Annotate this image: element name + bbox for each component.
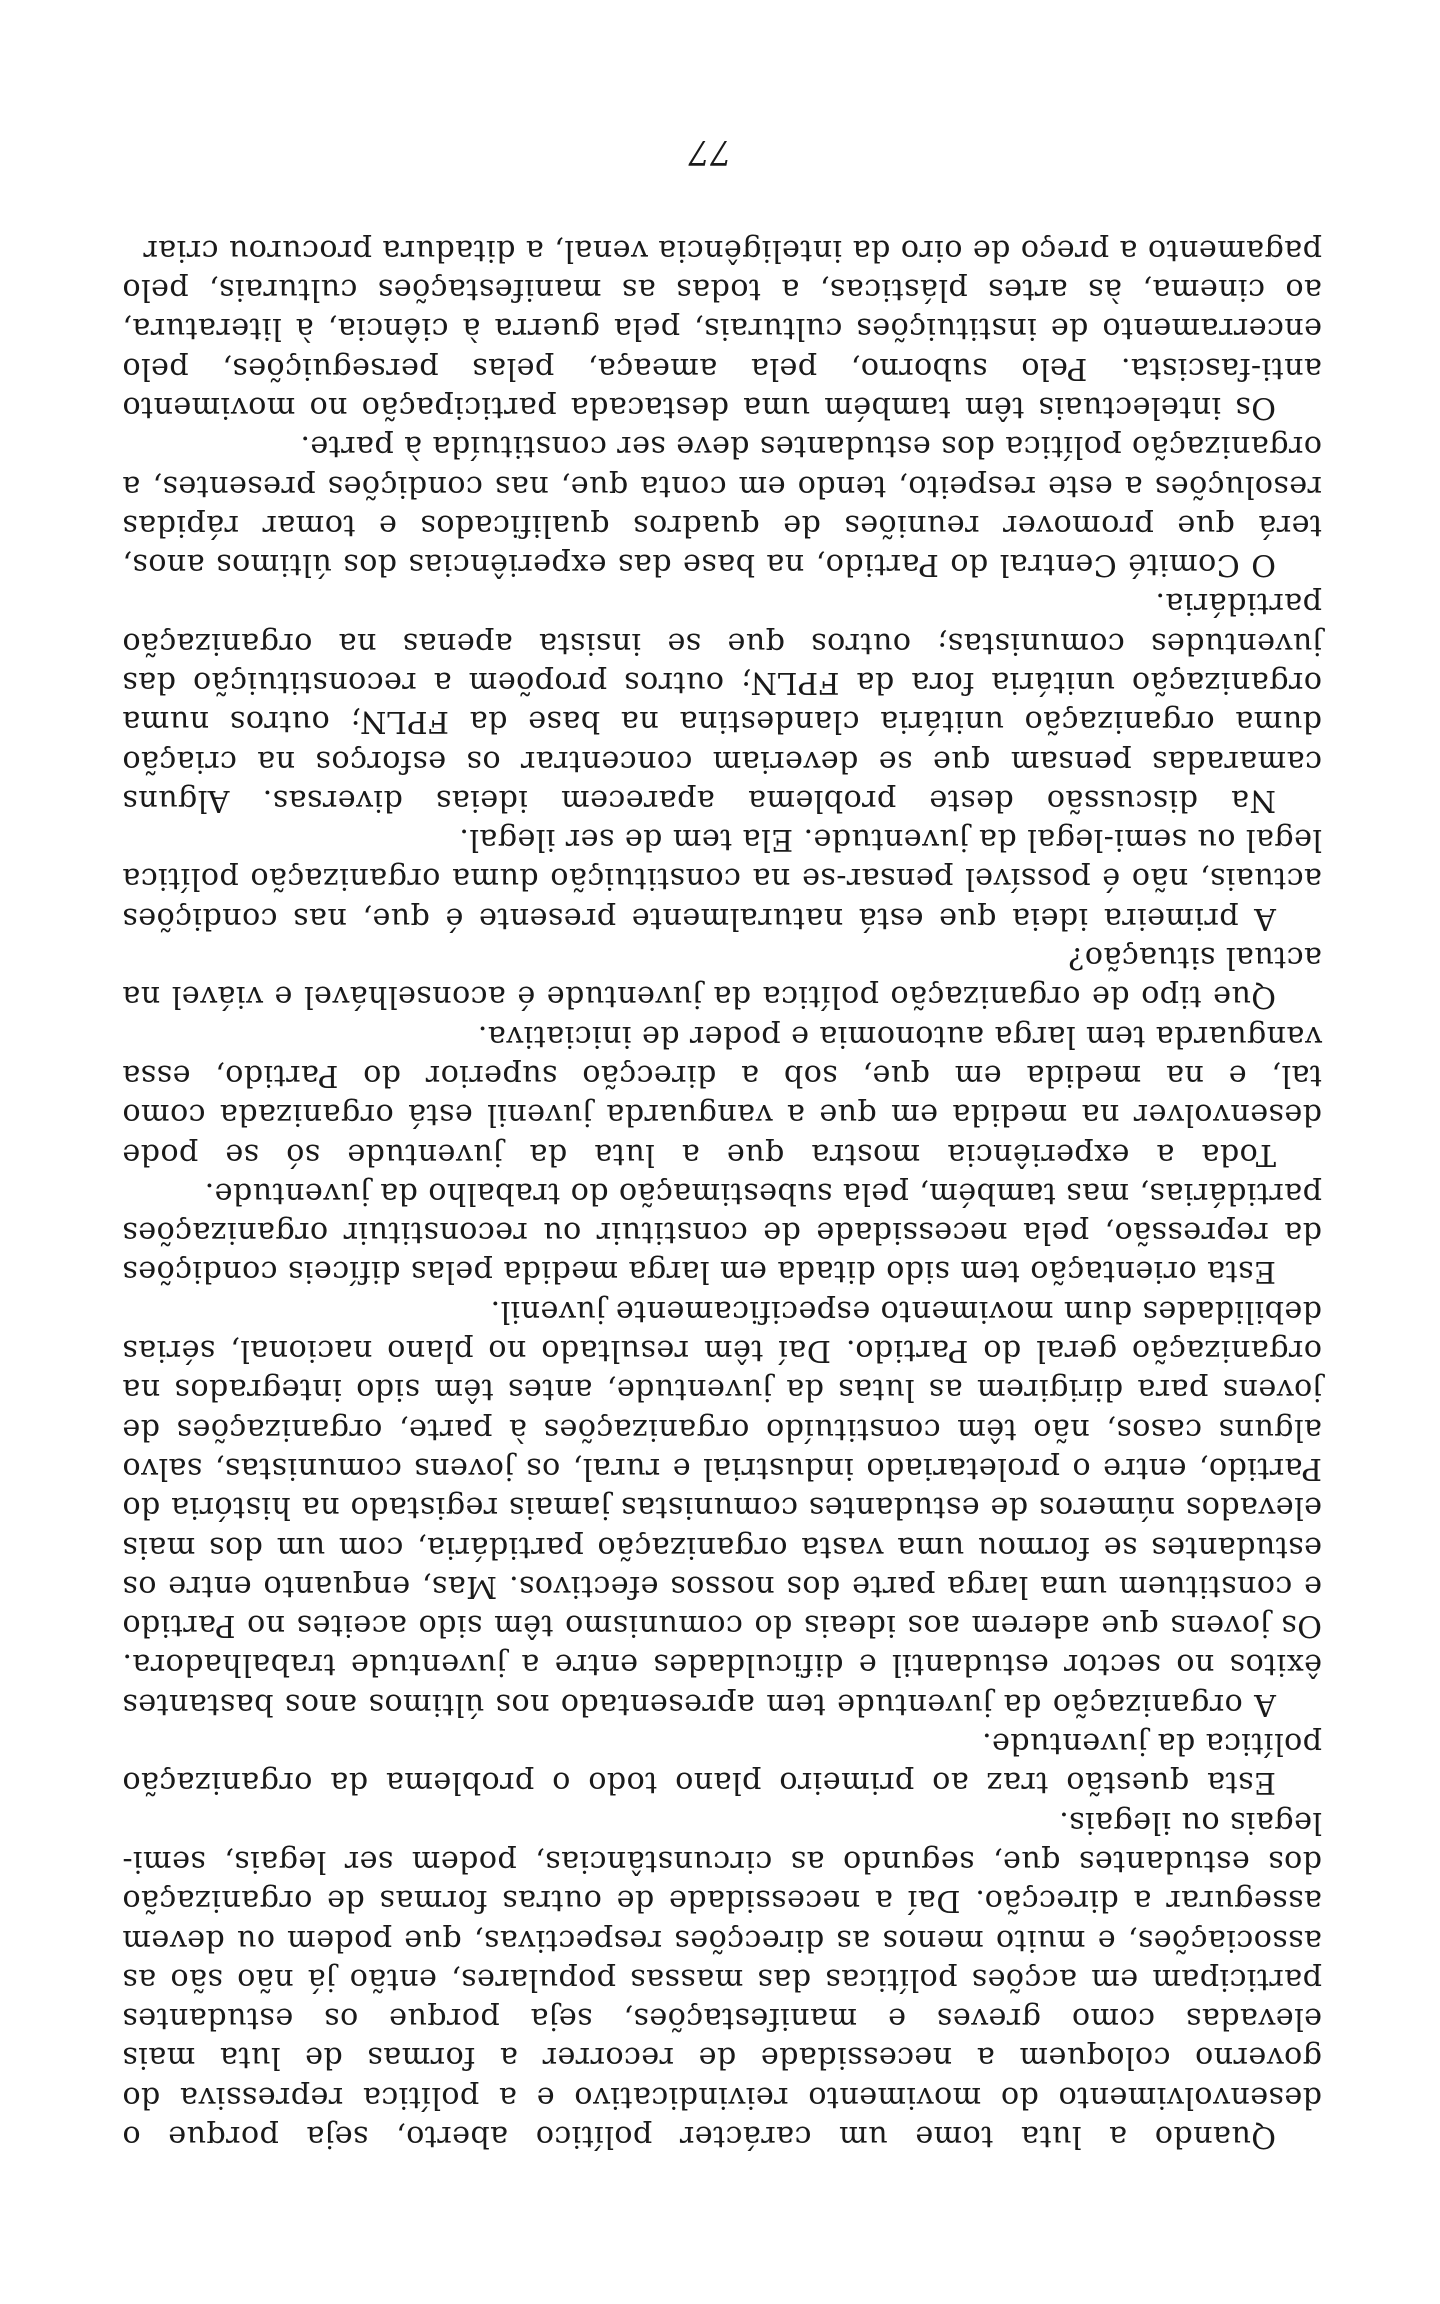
- paragraph-experience: Toda a experiência mostra que a luta da juventude só se pode desenvolver na medida em que a vanguarda juvenil está organizada como tal, e na medida em que, sob a direcção superior do Partido, essa vanguarda tem larga autonomia e poder de iniciativa.: [122, 1018, 1322, 1172]
- body-text: [122, 230, 1322, 2156]
- page-number: 77: [688, 132, 732, 172]
- paragraph-intellectuals: Os intelectuais têm também uma destacada participação no movimento anti-fascista. Pelo suborno, pela ameaça, pelas perseguições, pelo encerramento de instituições culturais, pela guerra à ciência, à literatura, ao cinema, às artes plásticas, a todas as manifestações culturais, pelo pagamento a preço de oiro da inteligência venal, a ditadura procurou criar: [122, 232, 1322, 425]
- paragraph-question-type: Que tipo de organização política da juventude é aconselhável e viável na actual situação?: [122, 940, 1322, 1015]
- paragraph-orientation: Esta orientação tem sido ditada em larga medida pelas difíceis condições da repressão, pela necessidade de constituir ou reconstituir organizações partidárias, mas também, pela subestimação do trabalho da juventude.: [122, 1175, 1322, 1290]
- paragraph-youth-organization: A organização da juventude tem apresentado nos últimos anos bastantes êxitos no sector estudantil e dificuldades entre a juventude trabalhadora. Os jovens que aderem aos ideais do comunismo têm sido aceites no Partido e constituem uma larga parte dos nossos efectivos. Mas, enquanto entre os estudantes se formou uma vasta organização partidária, com um dos mais elevados números de estudantes comunistas jamais registado na história do Partido, entre o proletariado industrial e rural, os jovens comunistas, salvo alguns casos, não têm constituído organizações à parte, organizações de jovens para dirigirem as lutas da juventude, antes têm sido integrados na organização geral do Partido. Daí têm resultado no plano nacional, sérias debilidades dum movimento especificamente juvenil.: [122, 1293, 1322, 1722]
- paragraph-central-committee: O Comité Central do Partido, na base das experiências dos últimos anos, terá que promover reuniões de quadros qualificados e tomar rápidas resoluções a este respeito, tendo em conta que, nas condições presentes, a organização política dos estudantes deve ser constituída à parte.: [122, 429, 1322, 583]
- paragraph-discussion: Na discussão deste problema aparecem ideias diversas. Alguns camaradas pensam que se deveriam concentrar os esforços na criação duma organização unitária clandestina na base da FPLN; outros numa organização unitária fora da FPLN; outros propõem a reconstituição das juventudes comunistas; outros que se insista apenas na organização partidária.: [122, 586, 1322, 818]
- paragraph-first-idea: A primeira ideia que está naturalmente presente é que, nas condições actuais, não é possível pensar-se na constituição duma organização política legal ou semi-legal da juventude. Ela tem de ser ilegal.: [122, 822, 1322, 936]
- paragraph-youth-question: Esta questão traz ao primeiro plano todo o problema da organização política da juventude.: [122, 1726, 1322, 1801]
- paragraph-struggle-direction: Quando a luta tome um carácter político aberto, seja porque o desenvolvimento do movimento reivindicativo e a política repressiva do governo coloquem a necessidade de recorrer a formas de luta mais elevadas como greves e manifestações, seja porque os estudantes participam em acções políticas das massas populares, então já não são as associações, e muito menos as direcções respectivas, que podem ou devem assegurar a direcção. Daí a necessidade de outras formas de organização dos estudantes que, segundo as circunstâncias, podem ser legais, semi-legais ou ilegais.: [122, 1804, 1322, 2154]
